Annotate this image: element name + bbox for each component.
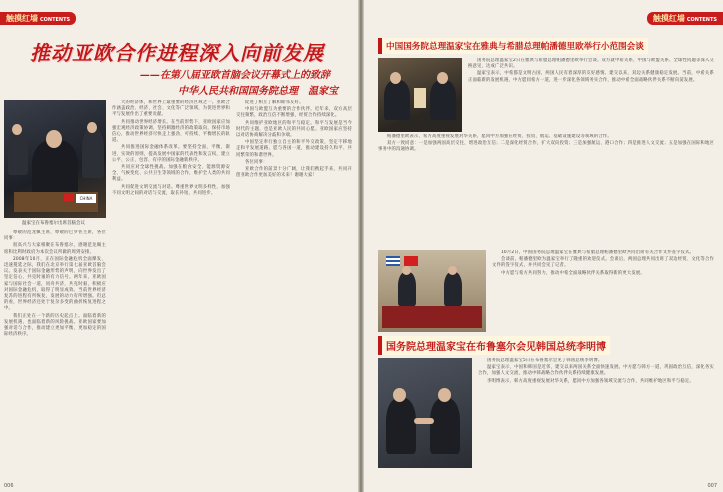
paragraph: 李明博表示，韩方高度重视发展对华关系，愿同中方加强各领域交流与合作，共同维护地区和平与稳定。 bbox=[487, 378, 694, 384]
paragraph: 帕潘德里欧表示，希方高度重视发展对华关系，愿同中方加强在经贸、投资、航运、基础设施建设等领域的合作。 bbox=[387, 134, 612, 139]
paragraph: 我们正处在一个新的历史起点上。面临着新的发展机遇，也面临着新的风险挑战。亚欧国家要加强对话与合作，推动建立更加平衡、更加稳定的国际经济秩序。 bbox=[4, 313, 106, 338]
section-tag-cn: 触摸红墙 bbox=[652, 14, 685, 23]
paragraph: 中国坚定奉行独立自主的和平外交政策，坚定不移地走和平发展道路，愿与各国一道，推动建设持久和平、共同繁荣的和谐世界。 bbox=[236, 140, 352, 158]
byline: 中华人民共和国国务院总理 温家宝 bbox=[178, 86, 338, 97]
signing-photo bbox=[378, 250, 486, 332]
article-title-2: 国务院总理温家宝在布鲁塞尔会见韩国总统李明博 bbox=[378, 336, 610, 355]
column-2 bbox=[112, 100, 230, 480]
left-page bbox=[0, 0, 358, 492]
article-2 bbox=[492, 250, 714, 332]
article-title-1: 中国国务院总理温家宝在雅典与希腊总理帕潘德里欧举行小范围会谈 bbox=[378, 38, 648, 54]
article-3 bbox=[478, 358, 714, 482]
meeting-photo-2 bbox=[378, 358, 472, 468]
paragraph: 中方愿与希方共同努力，推动中希全面战略伙伴关系取得新的更大发展。 bbox=[501, 270, 645, 276]
speech-photo bbox=[4, 100, 106, 218]
paragraph: 很高兴与大家相聚在布鲁塞尔，感谢范龙佩主席和比利时政府为本次会议所做的周到安排。 bbox=[4, 243, 106, 255]
paragraph: 温家宝表示，中国和韩国是近邻，建交以来两国关系全面快速发展。中方愿与韩方一道，巩固政治互信，深化务实合作，加强人文交流，推动中韩战略合作伙伴关系持续健康发展。 bbox=[478, 365, 714, 377]
section-tag-en: CONTENTS bbox=[686, 17, 717, 23]
article-1-body bbox=[378, 134, 714, 246]
section-tag bbox=[0, 12, 76, 25]
paragraph: 共同应对全球性挑战。加强在粮食安全、能源资源安全、气候变化、公共卫生等领域的合作，维护全人类的共同利益。 bbox=[112, 165, 230, 183]
paragraph: 亚欧合作的前景十分广阔，让我们携起手来，共同开创亚欧合作更加美好的未来！谢谢大家！ bbox=[236, 167, 352, 179]
paragraph: 2008年10月，正在国际金融危机全面爆发、迅速蔓延之际，我们在北京举行第七届亚欧首脑会议。发表关于国际金融形势的声明，向世界发出了坚定信心、共克时艰的有力信号。两年来，亚欧国家与国际社会一道，同舟共济，共克时艰，积极应对国际金融危机，取得了明显成效。当前世界经济复苏的进程有所恢复，发展的动力有所增强。但总的看，世界经济还处于复杂多变的曲折恢复进程之中。 bbox=[4, 256, 106, 312]
paragraph: 双方一致同意：一是加强两国高层交往，增进政治互信；二是深化经贸合作，扩大双向投资；三是加强航运、港口合作；四是推进人文交流；五是加强在国际和地区事务中的沟通协调。 bbox=[378, 141, 714, 153]
paragraph: 国务院总理温家宝5日在布鲁塞尔会见了韩国总统李明博。 bbox=[487, 358, 603, 363]
paragraph: 国务院总理温家宝2日在雅典与希腊总理帕潘德里欧举行会谈。双方就中希关系、中国与欧盟关系、全球性问题等深入交换意见，达成广泛共识。 bbox=[468, 58, 714, 70]
section-tag-en: CONTENTS bbox=[40, 17, 71, 23]
paragraph: 10月2日，中国国务院总理温家宝在雅典与希腊总理帕潘德里欧共同出席有关合作文件签字仪式。 bbox=[501, 250, 695, 255]
column-1 bbox=[4, 230, 106, 480]
paragraph: 会谈前，帕潘德里欧为温家宝举行了隆重的欢迎仪式。会谈后，两国总理共同出席了双边经贸、文化等合作文件的签字仪式，并共同会见了记者。 bbox=[492, 257, 714, 269]
article-1-lead bbox=[468, 58, 714, 132]
right-page bbox=[364, 0, 723, 492]
section-tag bbox=[647, 12, 723, 25]
paragraph: 各位同事： bbox=[245, 159, 268, 165]
page-number: 006 bbox=[4, 483, 14, 489]
paragraph: 共同推动世界经济增长。在当前形势下，亚欧国家应加强宏观经济政策协调，坚持刺激经济的政策取向，保持市场信心，推动世界经济尽快走上强劲、可持续、平衡增长的轨道。 bbox=[112, 119, 230, 144]
paragraph: 大的经济体，和世界上最重要的经济区域之一。亚欧合作涵盖政治、经济、社会、文化等广泛领域，为促进世界和平与发展作出了重要贡献。 bbox=[112, 100, 230, 118]
paragraph: 温家宝表示，中希都是文明古国，两国人民有着深厚的友好感情。建交以来，双边关系健康稳定发展。当前，中希关系正面临新的发展机遇，中方愿同希方一道，进一步深化各领域务实合作，推动中希全面战略伙伴关系不断向前发展。 bbox=[468, 71, 714, 83]
country-plate: CHINA bbox=[76, 194, 96, 203]
paragraph: 共同推进国际金融体系改革。要坚持全面、平衡、渐进、实效的原则，提高发展中国家的代表性和发言权，建立公平、公正、包容、有序的国际金融新秩序。 bbox=[112, 145, 230, 163]
paragraph: 促进了相互了解和睦邻友好。 bbox=[245, 100, 304, 105]
photo-caption: 温家宝在布鲁塞尔出席首脑会议 bbox=[22, 221, 85, 226]
section-tag-cn: 触摸红墙 bbox=[6, 14, 38, 23]
page-title: 推动亚欧合作进程深入向前发展 bbox=[30, 41, 324, 65]
paragraph: 共同促进文明交流与对话。尊重世界文明多样性，加强不同文明之间的对话与交流，取长补短，共同进步。 bbox=[112, 184, 230, 196]
paragraph: 尊敬的范龙佩主席，尊敬的巴罗佐主席，各位同事： bbox=[4, 230, 106, 242]
page-number: 007 bbox=[707, 483, 717, 489]
subtitle: ——在第八届亚欧首脑会议开幕式上的致辞 bbox=[140, 70, 330, 81]
column-3 bbox=[236, 100, 352, 480]
paragraph: 中国与欧盟互为重要的合作伙伴。近年来，双方高层交往频繁，政治互信不断增强，经贸合作持续深化。 bbox=[236, 107, 352, 119]
paragraph: 共同维护亚欧地区的和平与稳定。和平与发展是当今时代的主题，也是亚欧人民的共同心愿。亚欧国家应坚持以对话协商解决分歧和争端。 bbox=[236, 120, 352, 139]
meeting-photo-1 bbox=[378, 58, 462, 132]
